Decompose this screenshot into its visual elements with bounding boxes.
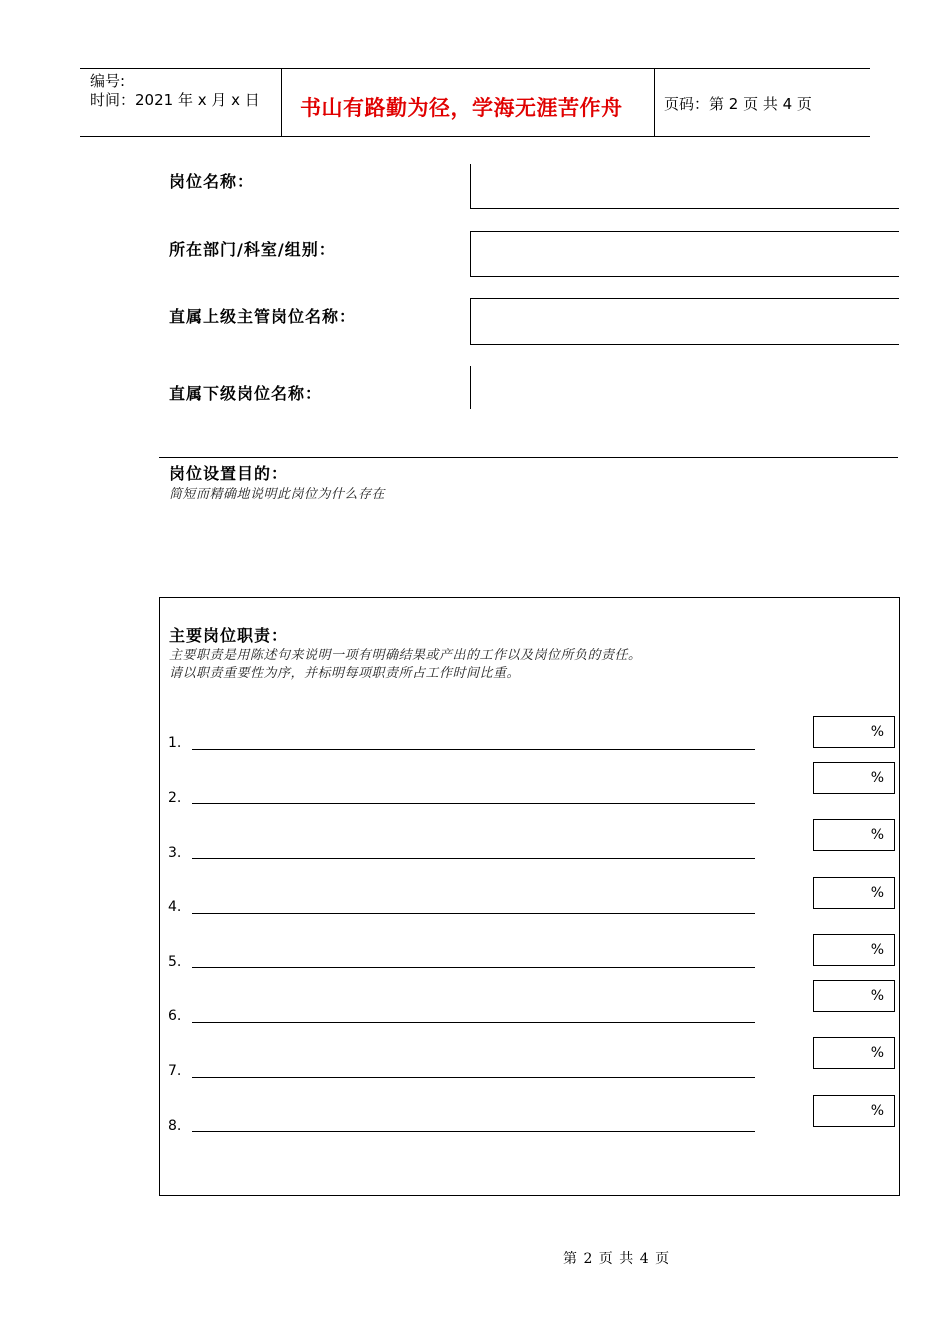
duties-title: 主要岗位职责： (169, 626, 289, 645)
document-date-label: 时间：2021 年 x 月 x 日 (90, 91, 260, 109)
duty-line[interactable] (192, 913, 755, 914)
header-divider-right (654, 68, 655, 136)
position-name-field[interactable] (470, 164, 899, 209)
duty-number: 1. (168, 735, 182, 751)
department-field[interactable] (470, 231, 899, 277)
duty-number: 4. (168, 899, 182, 915)
duty-percent-box[interactable]: % (813, 1037, 895, 1069)
duty-line[interactable] (192, 803, 755, 804)
page-info: 页码：第 2 页 共 4 页 (664, 95, 812, 113)
duty-line[interactable] (192, 1131, 755, 1132)
subordinate-field[interactable] (470, 366, 899, 409)
header-bottom-rule (80, 136, 870, 137)
duties-note-1: 主要职责是用陈述句来说明一项有明确结果或产出的工作以及岗位所负的责任。 (169, 648, 642, 663)
subordinate-label: 直属下级岗位名称： (169, 384, 323, 403)
purpose-rule (159, 457, 898, 458)
duty-line[interactable] (192, 858, 755, 859)
duty-number: 7. (168, 1063, 182, 1079)
duty-number: 5. (168, 954, 182, 970)
duty-percent-box[interactable]: % (813, 762, 895, 794)
duty-percent-box[interactable]: % (813, 877, 895, 909)
purpose-title: 岗位设置目的： (169, 464, 289, 483)
page-footer: 第 2 页 共 4 页 (563, 1251, 671, 1267)
duty-number: 3. (168, 845, 182, 861)
department-label: 所在部门/科室/组别： (169, 240, 336, 259)
duty-line[interactable] (192, 967, 755, 968)
superior-label: 直属上级主管岗位名称： (169, 307, 357, 326)
duties-panel (159, 597, 900, 1196)
duty-percent-box[interactable]: % (813, 1095, 895, 1127)
header-divider-left (281, 68, 282, 136)
position-name-label: 岗位名称： (169, 172, 255, 191)
duty-percent-box[interactable]: % (813, 819, 895, 851)
duty-number: 2. (168, 790, 182, 806)
duty-percent-box[interactable]: % (813, 934, 895, 966)
duty-number: 6. (168, 1008, 182, 1024)
duty-line[interactable] (192, 1022, 755, 1023)
duties-note-2: 请以职责重要性为序，并标明每项职责所占工作时间比重。 (169, 666, 521, 681)
duty-percent-box[interactable]: % (813, 980, 895, 1012)
duty-line[interactable] (192, 749, 755, 750)
header-top-rule (80, 68, 870, 69)
superior-field[interactable] (470, 298, 899, 345)
duty-number: 8. (168, 1118, 182, 1134)
duty-percent-box[interactable]: % (813, 716, 895, 748)
document-number-label: 编号: (90, 72, 126, 90)
duty-line[interactable] (192, 1077, 755, 1078)
header-motto: 书山有路勤为径，学海无涯苦作舟 (300, 96, 623, 120)
purpose-note: 简短而精确地说明此岗位为什么存在 (169, 487, 386, 502)
